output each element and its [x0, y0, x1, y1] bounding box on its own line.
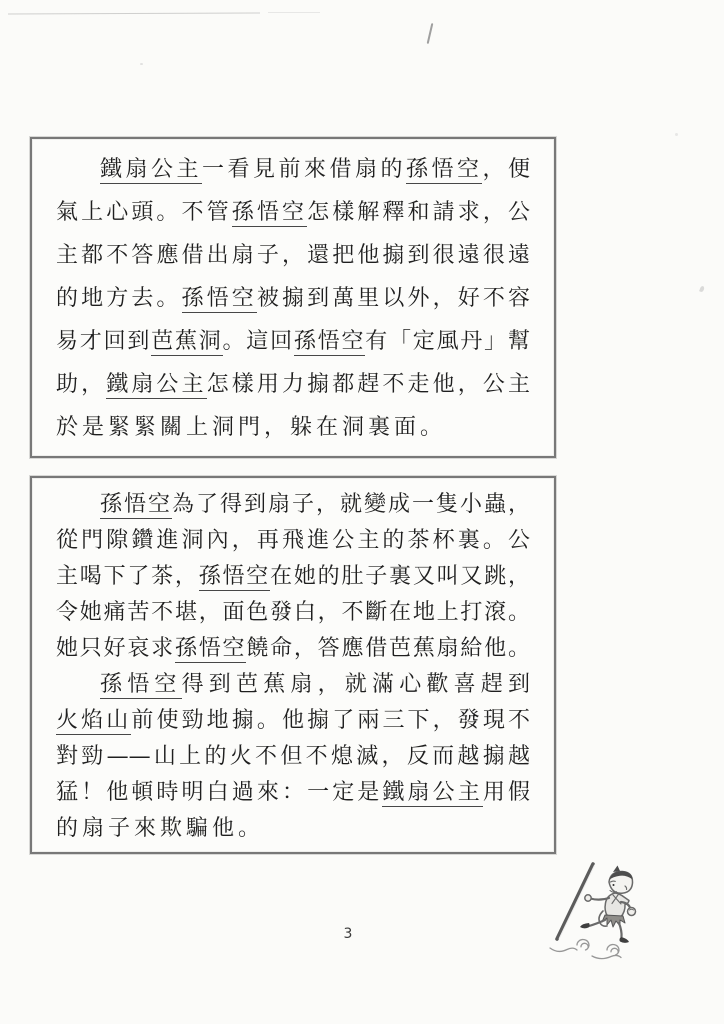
- text-segment: 主都不答應借出扇子，還把他搧到很遠很遠: [56, 243, 530, 268]
- page-number: 3: [343, 926, 353, 942]
- underlined-proper-noun: 火焰山: [56, 708, 132, 733]
- text-line: [56, 631, 530, 667]
- underlined-proper-noun: 鐵扇公主: [100, 157, 202, 182]
- text-segment: 。這回: [222, 329, 294, 354]
- text-line: [56, 191, 530, 234]
- monkey-illustration: [547, 853, 663, 969]
- text-segment: 於是緊緊關上洞門，躲在洞裏面。: [56, 415, 447, 440]
- text-line: [56, 667, 530, 703]
- text-line: [56, 559, 530, 595]
- text-segment: ，便: [482, 157, 530, 182]
- text-segment: 氣上心頭。不管: [56, 200, 232, 225]
- text-segment: 從門隙鑽進洞內，再飛進公主的茶杯裏。公: [56, 528, 530, 553]
- text-line: [56, 703, 530, 739]
- text-segment: 為了得到扇子，就變成一隻小蟲，: [172, 492, 530, 517]
- scan-scratch-line: [8, 12, 260, 14]
- text-segment: 饒命，答應借芭蕉扇給他。: [246, 636, 530, 661]
- underlined-proper-noun: 芭蕉洞: [151, 329, 223, 354]
- scan-speck: [140, 63, 143, 65]
- text-line: [56, 234, 530, 277]
- text-line: [56, 277, 530, 320]
- text-box-2: [30, 476, 556, 854]
- text-line: [56, 487, 530, 523]
- text-segment: 對勁——山上的火不但不熄滅，反而越搧越: [56, 744, 530, 769]
- underlined-proper-noun: 孫悟空: [231, 200, 308, 225]
- text-line: [56, 595, 530, 631]
- text-line: [56, 148, 530, 191]
- text-segment: 有「定風丹」幫: [365, 329, 530, 354]
- text-line: [56, 811, 530, 847]
- text-line: [56, 320, 530, 363]
- underlined-proper-noun: 孫悟空: [100, 492, 172, 517]
- text-segment: 用假: [482, 780, 530, 805]
- scan-speck: [675, 133, 678, 136]
- scan-speck: [699, 285, 705, 292]
- scan-scratch-line: [268, 12, 320, 13]
- text-segment: 她只好哀求: [56, 636, 175, 661]
- text-segment: 怎樣用力搧都趕不走他，公主: [206, 372, 530, 397]
- underlined-proper-noun: 孫悟空: [198, 564, 271, 589]
- underlined-proper-noun: 孫悟空: [181, 286, 257, 311]
- underlined-proper-noun: 鐵扇公主: [106, 372, 207, 397]
- text-line: [56, 775, 530, 811]
- text-line: [56, 523, 530, 559]
- text-segment: 在她的肚子裏又叫又跳，: [270, 564, 530, 589]
- text-segment: 助，: [56, 372, 107, 397]
- underlined-proper-noun: 孫悟空: [174, 636, 247, 661]
- text-segment: 主喝下了茶，: [56, 564, 199, 589]
- text-segment: 怎樣解釋和請求，公: [307, 200, 530, 225]
- text-line: [56, 363, 530, 406]
- text-segment: 被搧到萬里以外，好不容: [256, 286, 530, 311]
- text-segment: 的扇子來欺騙他。: [56, 816, 265, 841]
- underlined-proper-noun: 鐵扇公主: [382, 780, 483, 805]
- text-segment: 猛！他頓時明白過來：一定是: [56, 780, 383, 805]
- text-line: [56, 739, 530, 775]
- underlined-proper-noun: 孫悟空: [405, 157, 483, 182]
- text-segment: 一看見前來借扇的: [202, 157, 406, 182]
- text-segment: 的地方去。: [56, 286, 182, 311]
- text-segment: 前使勁地搧。他搧了兩三下，發現不: [131, 708, 530, 733]
- text-box-1: [30, 137, 556, 458]
- underlined-proper-noun: 孫悟空: [293, 329, 366, 354]
- scan-slash-mark: [427, 23, 434, 44]
- text-line: [56, 406, 530, 449]
- underlined-proper-noun: 孫悟空: [100, 672, 182, 697]
- text-segment: 易才回到: [56, 329, 152, 354]
- text-segment: 令她痛苦不堪，面色發白，不斷在地上打滾。: [56, 600, 530, 625]
- text-segment: 得到芭蕉扇，就滿心歡喜趕到: [181, 672, 530, 697]
